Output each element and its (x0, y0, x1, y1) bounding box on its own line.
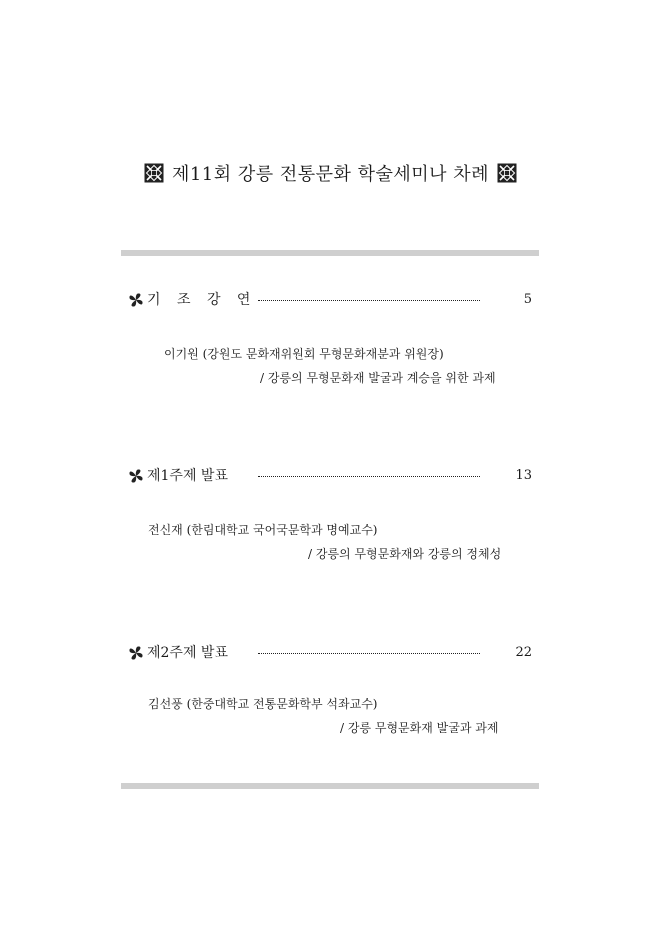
page-number: 5 (523, 292, 532, 307)
page-number: 22 (515, 645, 532, 660)
dot-leader (258, 472, 480, 477)
top-divider (121, 250, 539, 256)
section-heading-row (128, 290, 538, 312)
toc-section-topic-2 (128, 643, 538, 735)
four-petal-icon (128, 645, 144, 661)
section-heading: 제1주제 발표 (147, 468, 228, 484)
diamond-x-box-icon (144, 163, 164, 183)
four-petal-icon (128, 292, 144, 308)
four-petal-icon (128, 468, 144, 484)
section-heading: 기 조 강 연 (147, 292, 257, 308)
page-title: 제11회 강릉 전통문화 학술세미나 차례 (171, 164, 490, 185)
page-number: 13 (515, 468, 532, 483)
diamond-x-box-icon (497, 163, 517, 183)
section-heading-row (128, 643, 538, 665)
presenter-line: 전신재 (한림대학교 국어국문학과 명예교수) (148, 523, 378, 537)
dot-leader (258, 649, 480, 654)
bottom-divider (121, 783, 539, 789)
section-heading-row (128, 466, 538, 488)
presenter-line: 이기원 (강원도 문화재위원회 무형문화재분과 위원장) (164, 347, 444, 361)
dot-leader (258, 296, 480, 301)
toc-section-keynote (128, 290, 538, 385)
topic-line: / 강릉의 무형문화재 발굴과 계승을 위한 과제 (260, 371, 496, 385)
toc-section-topic-1 (128, 466, 538, 561)
topic-line: / 강릉의 무형문화재와 강릉의 정체성 (308, 547, 502, 561)
section-heading: 제2주제 발표 (147, 645, 228, 661)
title-row (0, 156, 661, 190)
topic-line: / 강릉 무형문화재 발굴과 과제 (340, 721, 499, 735)
presenter-line: 김선풍 (한중대학교 전통문화학부 석좌교수) (148, 697, 378, 711)
